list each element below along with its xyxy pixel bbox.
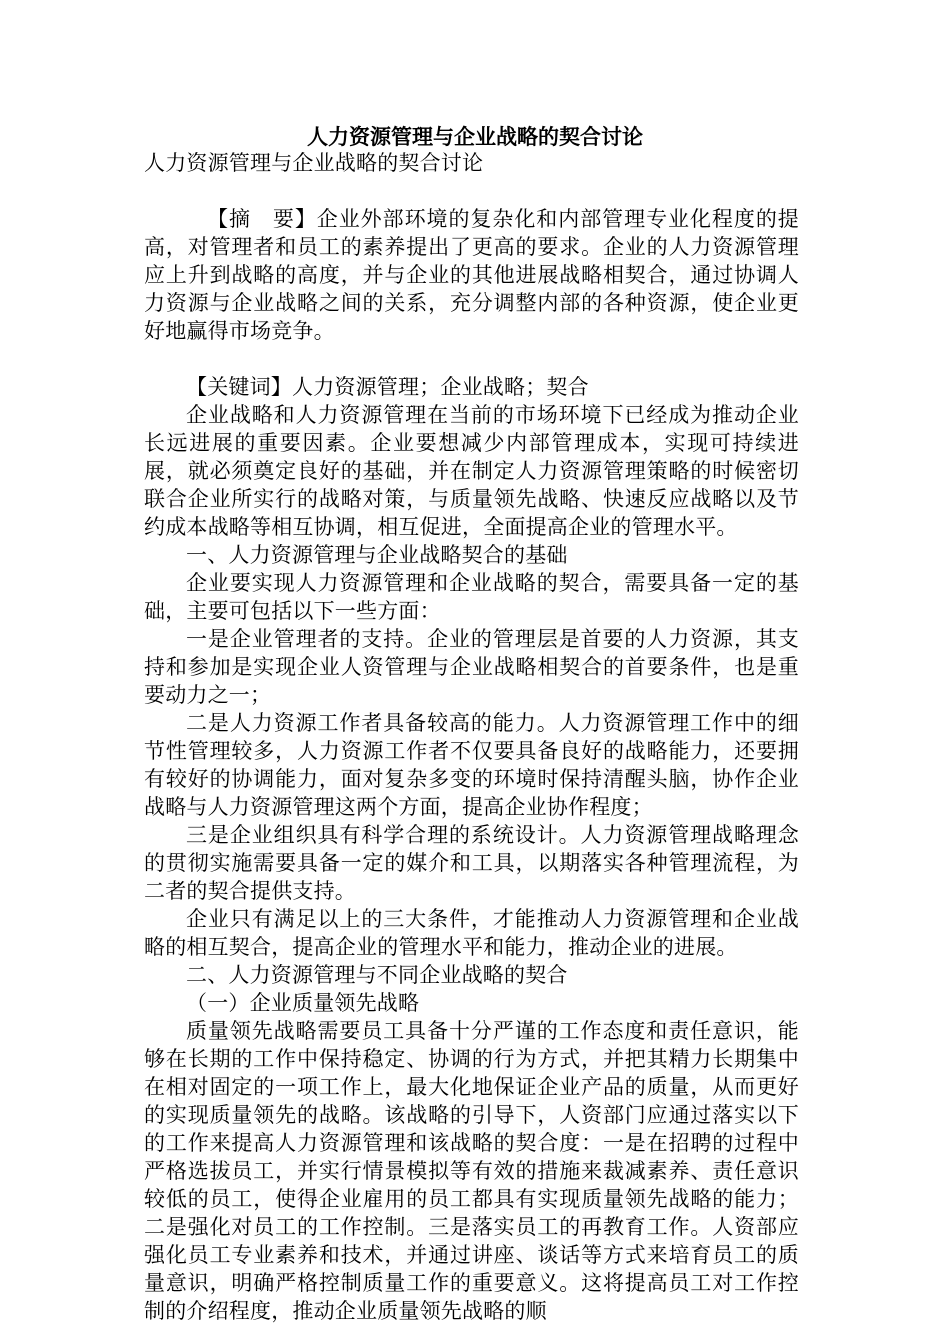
body-paragraph: 企业只有满足以上的三大条件，才能推动人力资源管理和企业战略的相互契合，提高企业的管理水平和能力，推动企业的进展。 [144,907,799,959]
section-heading: 二、人力资源管理与不同企业战略的契合 [186,963,568,987]
body-paragraph: 企业战略和人力资源管理在当前的市场环境下已经成为推动企业长远进展的重要因素。企业要想减少内部管理成本，实现可持续进展，就必须奠定良好的基础，并在制定人力资源管理策略的时候密切联合企业所实行的战略对策，与质量领先战略、快速反应战略以及节约成本战略等相互协调，相互促进，全面提高企业的管理水平。 [144,403,799,539]
body-paragraph: 企业要实现人力资源管理和企业战略的契合，需要具备一定的基础，主要可包括以下一些方面： [144,571,799,623]
body-paragraph: 二是人力资源工作者具备较高的能力。人力资源管理工作中的细节性管理较多，人力资源工作者不仅要具备良好的战略能力，还要拥有较好的协调能力，面对复杂多变的环境时保持清醒头脑，协作企业战略与人力资源管理这两个方面，提高企业协作程度； [144,711,799,819]
body-paragraph: 质量领先战略需要员工具备十分严谨的工作态度和责任意识，能够在长期的工作中保持稳定、协调的行为方式，并把其精力长期集中在相对固定的一项工作上，最大化地保证企业产品的质量，从而更好的实现质量领先的战略。该战略的引导下，人资部门应通过落实以下的工作来提高人力资源管理和该战略的契合度：一是在招聘的过程中严格选拔员工，并实行情景模拟等有效的措施来裁减素养、责任意识较低的员工，使得企业雇用的员工都具有实现质量领先战略的能力；二是强化对员工的工作控制。三是落实员工的再教育工作。人资部应强化员工专业素养和技术，并通过讲座、谈话等方式来培育员工的质量意识，明确严格控制质量工作的重要意义。这将提高员工对工作控制的介绍程度，推动企业质量领先战略的顺 [144,1019,799,1323]
body-paragraph: 一是企业管理者的支持。企业的管理层是首要的人力资源，其支持和参加是实现企业人资管理与企业战略相契合的首要条件，也是重要动力之一； [144,627,799,707]
document-body [144,149,799,1325]
section-heading: 一、人力资源管理与企业战略契合的基础 [186,543,568,567]
body-paragraph: 三是企业组织具有科学合理的系统设计。人力资源管理战略理念的贯彻实施需要具备一定的媒介和工具，以期落实各种管理流程，为二者的契合提供支持。 [144,823,799,903]
blank-line [144,345,799,373]
keywords-paragraph: 【关键词】人力资源管理；企业战略；契合 [186,375,589,399]
abstract-paragraph: 【摘 要】企业外部环境的复杂化和内部管理专业化程度的提高，对管理者和员工的素养提出了更高的要求。企业的人力资源管理应上升到战略的高度，并与企业的其他进展战略相契合，通过协调人力资源与企业战略之间的关系，充分调整内部的各种资源，使企业更好地赢得市场竞争。 [144,207,799,343]
subsection-heading: （一）企业质量领先战略 [186,991,420,1015]
document-subtitle: 人力资源管理与企业战略的契合讨论 [144,151,484,175]
document-title: 人力资源管理与企业战略的契合讨论 [307,124,643,149]
blank-line [144,177,799,205]
